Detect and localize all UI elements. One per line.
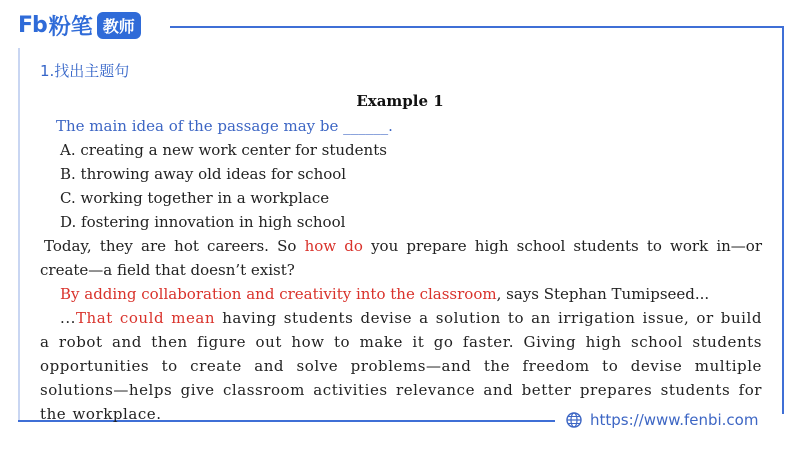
paragraph-1-before: Today, they are hot careers. So xyxy=(44,237,305,255)
fenbi-logo xyxy=(18,10,141,40)
question-text: The main idea of the passage may be ______. xyxy=(56,117,393,135)
option-a: A. creating a new work center for students xyxy=(60,141,387,159)
logo-fb-mark: Fb xyxy=(18,12,47,38)
option-d: D. fostering innovation in high school xyxy=(60,213,346,231)
frame-right-border xyxy=(782,26,784,414)
paragraph-3-highlight: That could mean xyxy=(75,309,216,327)
paragraph-1-after: you prepare high school students to work in—or create—a field that doesn’t exist? xyxy=(40,237,763,279)
paragraph-3-before: ... xyxy=(60,309,76,327)
example-title: Example 1 xyxy=(356,92,444,110)
paragraph-2-after: , says Stephan Tumipseed... xyxy=(496,285,710,303)
globe-icon xyxy=(566,412,582,428)
logo-brand-name: 粉笔 xyxy=(48,14,93,40)
paragraph-1 xyxy=(40,234,762,282)
logo-teacher-badge: 教师 xyxy=(97,12,141,39)
section-title: 1.找出主题句 xyxy=(40,62,130,80)
paragraph-1-highlight: how do xyxy=(304,237,363,255)
paragraph-3 xyxy=(40,306,762,426)
option-c: C. working together in a workplace xyxy=(60,189,330,207)
paragraph-2-highlight: By adding collaboration and creativity into the classroom xyxy=(60,285,497,303)
paragraph-2 xyxy=(40,282,762,306)
footer-url-text: https://www.fenbi.com xyxy=(590,411,759,429)
passage-content xyxy=(40,114,762,426)
frame-top-border xyxy=(170,26,782,28)
option-b: B. throwing away old ideas for school xyxy=(60,165,347,183)
paragraph-3-after: having students devise a solution to an irrigation issue, or build a robot and then figure out how to make it go faster. Giving high school students opportunities to create and solve problems—and the freedom to devise multiple solutions—helps give classroom activities relevance and better prepares students for the workplace. xyxy=(40,309,762,423)
footer-url xyxy=(566,411,758,429)
